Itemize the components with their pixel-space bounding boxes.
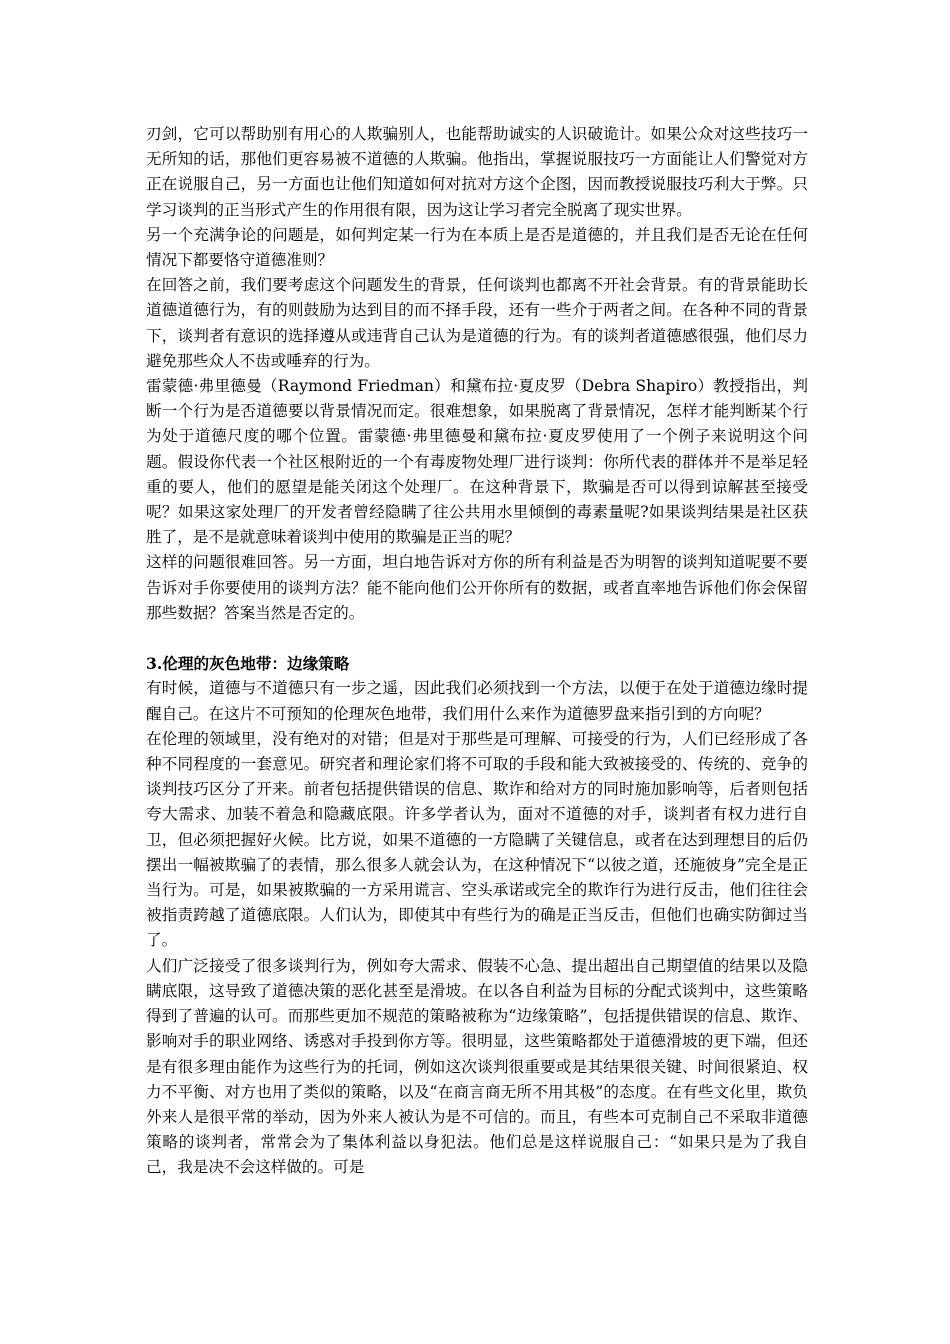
document-body — [146, 122, 808, 1181]
section-heading: 3.伦理的灰色地带：边缘策略 — [146, 654, 350, 674]
paragraph-ethics-question: 另一个充满争论的问题是，如何判定某一行为在本质上是否是道德的，并且我们是否无论在任何情况下都要恪守道德准则？ — [146, 225, 808, 270]
paragraph-continuation: 刃剑，它可以帮助别有用心的人欺骗别人，也能帮助诚实的人识破诡计。如果公众对这些技巧一无所知的话，那他们更容易被不道德的人欺骗。他指出，掌握说服技巧一方面能让人们警觉对方正在说服自己，另一方面也让他们知道如何对抗对方这个企图，因而教授说服技巧利大于弊。只学习谈判的正当形式产生的作用很有限，因为这让学习者完全脱离了现实世界。 — [146, 125, 808, 219]
paragraph-hard-question: 这样的问题很难回答。另一方面，坦白地告诉对方你的所有利益是否为明智的谈判知道呢要不要告诉对手你要使用的谈判方法？能不能向他们公开你所有的数据，或者直率地告诉他们你会保留那些数据？答案当然是否定的。 — [146, 553, 808, 622]
paragraph-friedman-shapiro: 雷蒙德·弗里德曼（Raymond Friedman）和黛布拉·夏皮罗（Debra Shapiro）教授指出，判断一个行为是否道德要以背景情况而定。很难想象，如果脱离了背景情况，怎样才能判断某个行为处于道德尺度的哪个位置。雷蒙德·弗里德曼和黛布拉·夏皮罗使用了一个例子来说明这个问题。假设你代表一个社区根附近的一个有毒废物处理厂进行谈判：你所代表的群体并不是举足轻重的要人，他们的愿望是能关闭这个处理厂。在这种背景下，欺骗是否可以得到谅解甚至接受呢？如果这家处理厂的开发者曾经隐瞒了往公共用水里倾倒的毒素量呢?如果谈判结果是社区获胜了，是不是就意味着谈判中使用的欺骗是正当的呢？ — [146, 377, 808, 547]
paragraph-marginal-strategies: 人们广泛接受了很多谈判行为，例如夸大需求、假装不心急、提出超出自己期望值的结果以及隐瞒底限，这导致了道德决策的恶化甚至是滑坡。在以各自利益为目标的分配式谈判中，这些策略得到了普遍的认可。而那些更加不规范的策略被称为“边缘策略”，包括提供错误的信息、欺诈、影响对手的职业网络、诱惑对手投到你方等。很明显，这些策略都处于道德滑坡的更下端，但还是有很多理由能作为这些行为的托词，例如这次谈判很重要或是其结果很关键、时间很紧迫、权力不平衡、对方也用了类似的策略，以及“在商言商无所不用其极”的态度。在有些文化里，欺负外来人是很平常的举动，因为外来人被认为是不可信的。而且，有些本可克制自己不采取非道德策略的谈判者，常常会为了集体利益以身犯法。他们总是这样说服自己：“如果只是为了我自己，我是决不会这样做的。可是 — [146, 956, 808, 1177]
paragraph-gray-zone: 有时候，道德与不道德只有一步之遥，因此我们必须找到一个方法，以便于在处于道德边缘时提醒自己。在这片不可预知的伦理灰色地带，我们用什么来作为道德罗盘来指引到的方向呢？ — [146, 679, 808, 723]
paragraph-no-absolute: 在伦理的领域里，没有绝对的对错；但是对于那些是可理解、可接受的行为，人们已经形成了各种不同程度的一套意见。研究者和理论家们将不可取的手段和能大致被接受的、传统的、竞争的谈判技巧区分了开来。前者包括提供错误的信息、欺诈和给对方的同时施加影响等，后者则包括夸大需求、加装不着急和隐藏底限。许多学者认为，面对不道德的对手，谈判者有权力进行自卫，但必须把握好火候。比方说，如果不道德的一方隐瞒了关键信息，或者在达到理想目的后仍摆出一幅被欺骗了的表情，那么很多人就会认为，在这种情况下“以彼之道，还施彼身”完全是正当行为。可是，如果被欺骗的一方采用谎言、空头承诺或完全的欺诈行为进行反击，他们往往会被指责跨越了道德底限。人们认为，即使其中有些行为的确是正当反击，但他们也确实防御过当了。 — [146, 729, 808, 950]
paragraph-context: 在回答之前，我们要考虑这个问题发生的背景，任何谈判也都离不开社会背景。有的背景能助长道德道德行为，有的则鼓励为达到目的而不择手段，还有一些介于两者之间。在各种不同的背景下，谈判者有意识的选择遵从或违背自己认为是道德的行为。有的谈判者道德感很强，他们尽力避免那些众人不齿或唾弃的行为。 — [146, 276, 808, 370]
blank-line — [146, 626, 808, 651]
